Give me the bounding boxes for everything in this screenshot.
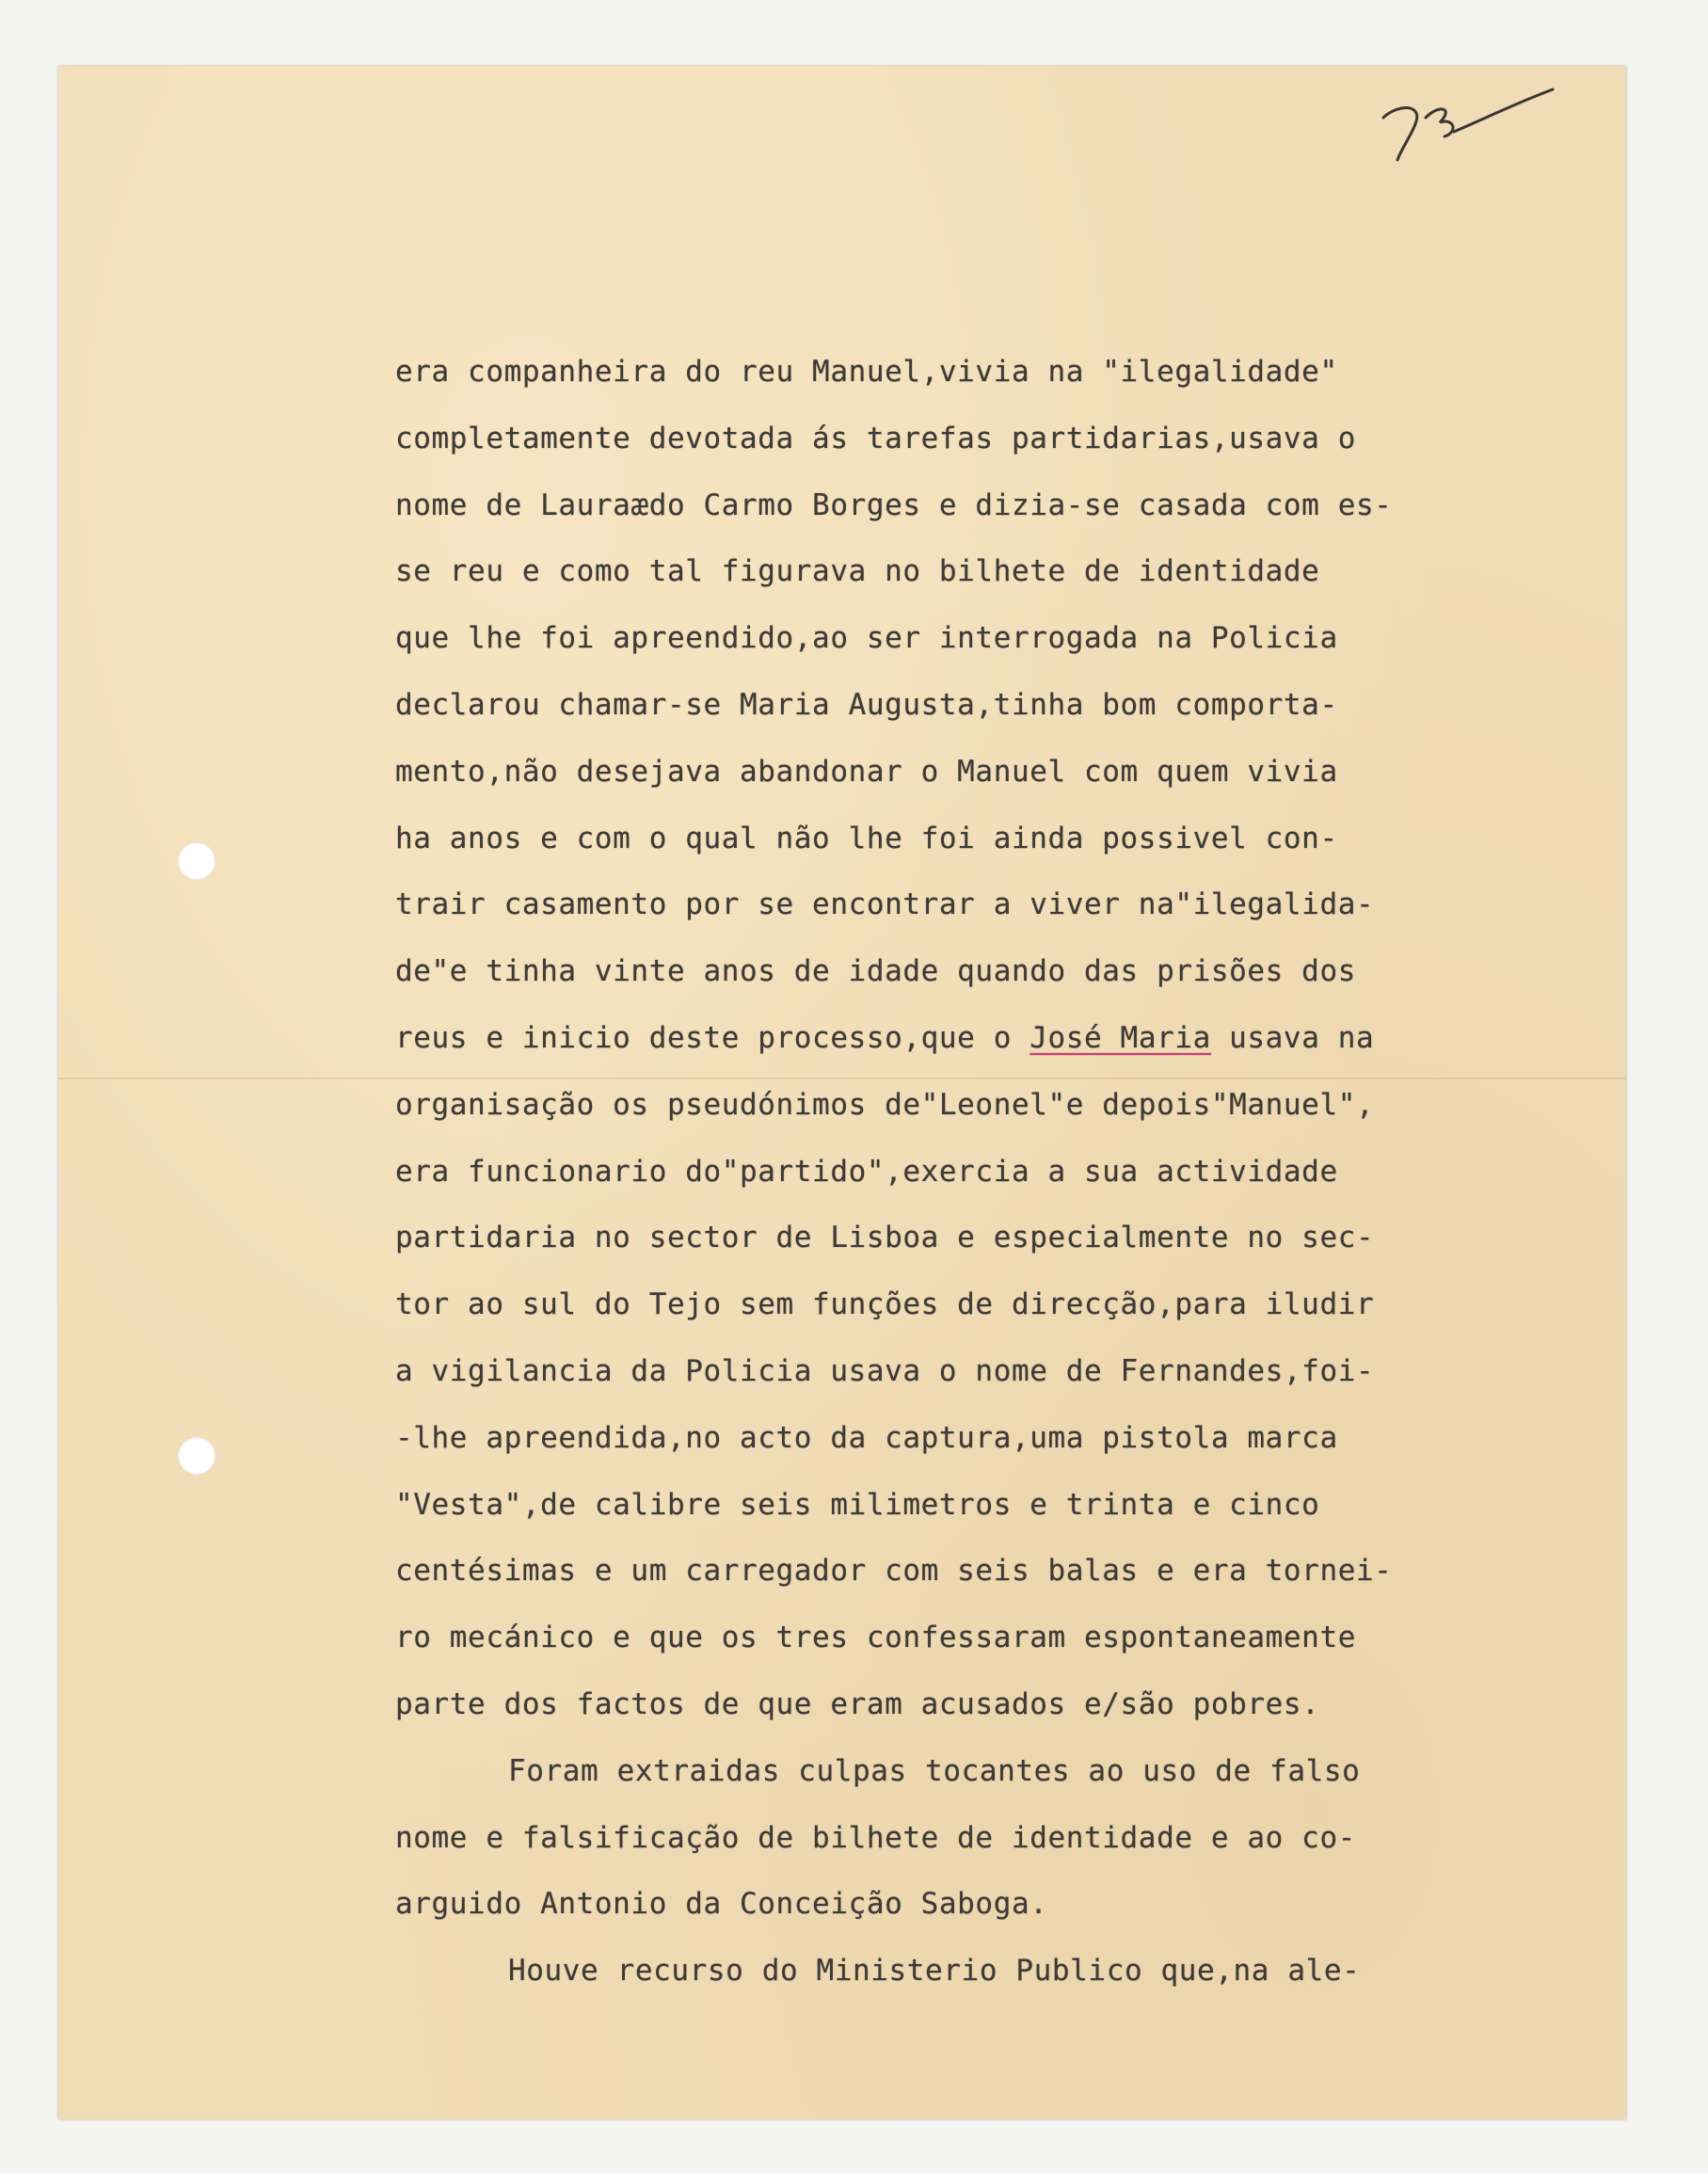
text-line-22: Foram extraidas culpas tocantes ao uso de falso xyxy=(508,1753,1361,1788)
text-line-4: se reu e como tal figurava no bilhete de identidade xyxy=(395,554,1320,589)
text-line-21: parte dos factos de que eram acusados e/são pobres. xyxy=(395,1686,1320,1721)
text-line-5: que lhe foi apreendido,ao ser interrogada na Policia xyxy=(395,621,1338,656)
text-line-17: -lhe apreendida,no acto da captura,uma pistola marca xyxy=(395,1420,1338,1455)
text-line-16: a vigilancia da Policia usava o nome de Fernandes,foi- xyxy=(395,1353,1375,1388)
underlined-name: José Maria xyxy=(1030,1020,1211,1055)
text-line-11-start: reus e inicio deste processo,que o xyxy=(395,1020,1030,1055)
text-line-18: "Vesta",de calibre seis milimetros e trinta e cinco xyxy=(395,1487,1320,1522)
typewritten-text xyxy=(395,351,1449,2017)
text-line-8: ha anos e com o qual não lhe foi ainda possivel con- xyxy=(395,821,1338,855)
text-line-6: declarou chamar-se Maria Augusta,tinha bom comporta- xyxy=(395,687,1338,722)
text-line-20: ro mecánico e que os tres confessaram espontaneamente xyxy=(395,1621,1356,1655)
text-line-11-end: usava na xyxy=(1210,1020,1375,1055)
text-line-2: completamente devotada ás tarefas partidarias,usava o xyxy=(395,421,1356,455)
text-line-25: Houve recurso do Ministerio Publico que,na ale- xyxy=(508,1954,1361,1989)
text-line-12: organisação os pseudónimos de"Leonel"e depois"Manuel", xyxy=(395,1087,1375,1122)
text-line-11 xyxy=(395,1017,1449,1084)
text-line-24: arguido Antonio da Conceição Saboga. xyxy=(395,1887,1048,1922)
text-line-1: era companheira do reu Manuel,vivia na "ilegalidade" xyxy=(395,355,1338,389)
text-line-7: mento,não desejava abandonar o Manuel com quem vivia xyxy=(395,754,1338,789)
text-line-10: de"e tinha vinte anos de idade quando das prisões dos xyxy=(395,954,1356,989)
text-line-19: centésimas e um carregador com seis balas e era tornei- xyxy=(395,1554,1393,1589)
text-line-9: trair casamento por se encontrar a viver na"ilegalida- xyxy=(395,887,1375,922)
punch-hole-lower xyxy=(178,1437,215,1475)
punch-hole-upper xyxy=(178,842,215,880)
text-line-3: nome de Lauraædo Carmo Borges e dizia-se casada com es- xyxy=(395,487,1393,522)
text-line-23: nome e falsificação de bilhete de identidade e ao co- xyxy=(395,1820,1356,1855)
text-line-14: partidaria no sector de Lisboa e especialmente no sec- xyxy=(395,1221,1375,1255)
text-line-15: tor ao sul do Tejo sem funções de direcção,para iludir xyxy=(395,1287,1375,1322)
text-line-13: era funcionario do"partido",exercia a sua actividade xyxy=(395,1154,1338,1189)
handwritten-pencil-mark xyxy=(1374,80,1562,165)
